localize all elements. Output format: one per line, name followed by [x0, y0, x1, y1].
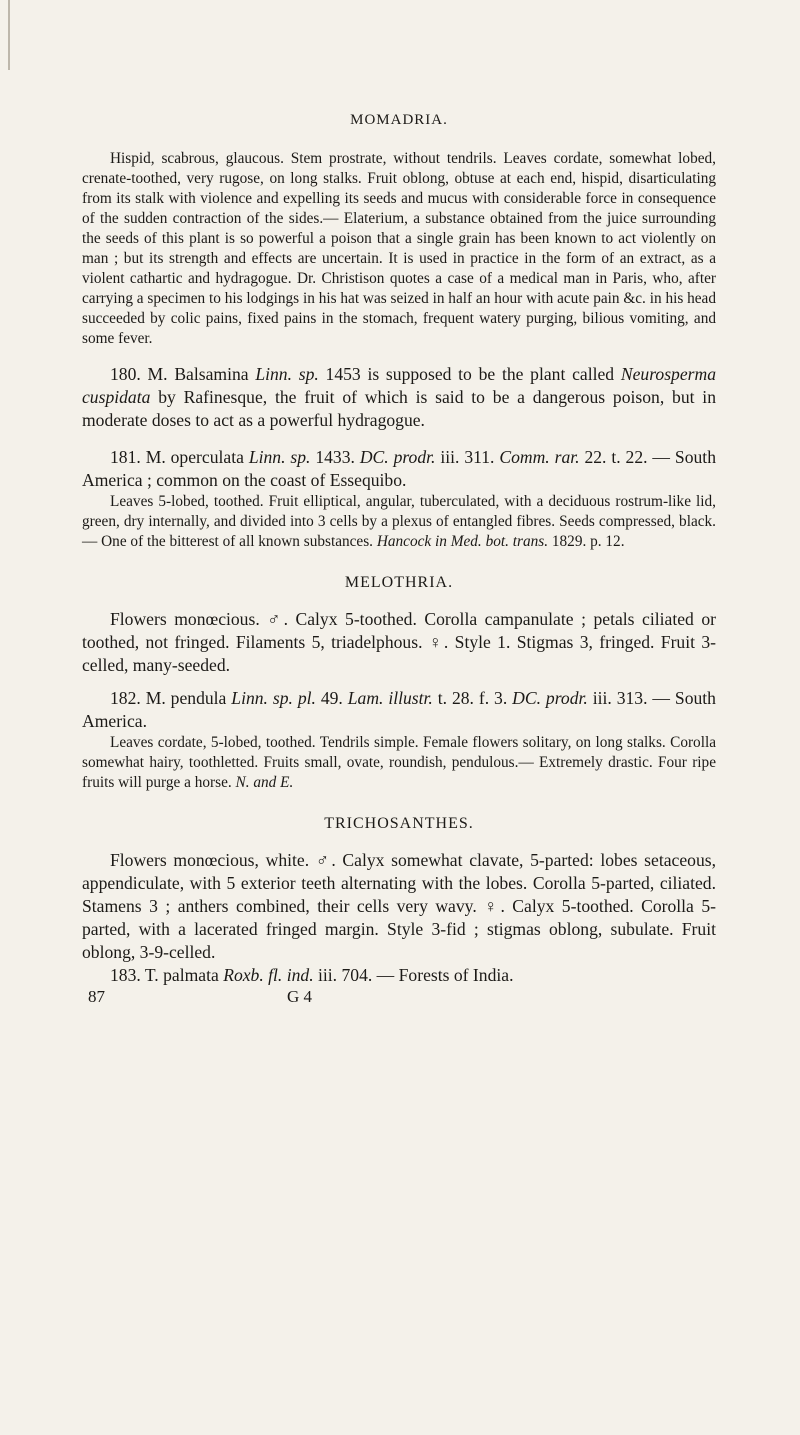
entry-180: 180. M. Balsamina Linn. sp. 1453 is supposed to be the plant called Neurosperma cuspidata by Rafinesque, the fruit of which is said to be a dangerous poison, but in moderate doses to act as a powerful hydragogue.: [82, 364, 716, 430]
book-page: [82, 112, 716, 1007]
entry-183: 183. T. palmata Roxb. fl. ind. iii. 704. — Forests of India.: [110, 965, 514, 985]
momordica-description: Hispid, scabrous, glaucous. Stem prostrate, without tendrils. Leaves cordate, somewhat lobed, crenate-toothed, very rugose, on long stalks. Fruit oblong, obtuse at each end, hispid, disarticulating from its stalk with violence and expelling its seeds and mucus with considerable force in consequence of the sudden contraction of the sides.— Elaterium, a substance obtained from the juice surrounding the seeds of this plant is so powerful a poison that a single grain has been known to act violently on man ; but its strength and effects are uncertain. It is used in practice in the form of an extract, as a violent cathartic and hydragogue. Dr. Christison quotes a case of a medical man in Paris, who, after carrying a specimen to his lodgings in his hat was seized in half an hour with acute pain &c. in his head succeeded by colic pains, fixed pains in the stomach, frequent watery purging, bilious vomiting, and some fever.: [82, 150, 716, 347]
entry-182: 182. M. pendula Linn. sp. pl. 49. Lam. illustr. t. 28. f. 3. DC. prodr. iii. 313. — South America.: [82, 688, 716, 731]
page-footer: [82, 987, 312, 1007]
melothria-heading: MELOTHRIA.: [344, 574, 454, 591]
trichosanthes-genus-description: Flowers monœcious, white. ♂. Calyx somewhat clavate, 5-parted: lobes setaceous, appendiculate, with 5 exterior teeth alternating with the lobes. Corolla 5-parted, ciliated. Stamens 3 ; anthers combined, their cells very wavy. ♀. Calyx 5-toothed. Corolla 5-parted, with a lacerated fringed margin. Style 3-fid ; stigmas oblong, subulate. Fruit oblong, 3-9-celled.: [82, 850, 716, 962]
page-number: 87: [88, 987, 105, 1006]
signature-mark: G 4: [286, 987, 312, 1006]
entry-181: 181. M. operculata Linn. sp. 1433. DC. prodr. iii. 311. Comm. rar. 22. t. 22. — South America ; common on the coast of Essequibo.: [82, 447, 716, 490]
entry-182-description: Leaves cordate, 5-lobed, toothed. Tendrils simple. Female flowers solitary, on long stalks. Corolla somewhat hairy, toothletted. Fruits small, ovate, roundish, pendulous.— Extremely drastic. Four ripe fruits will purge a horse. N. and E.: [82, 734, 716, 791]
running-head: MOMADRIA.: [350, 112, 448, 128]
page-edge-line: [8, 0, 10, 70]
melothria-genus-description: Flowers monœcious. ♂. Calyx 5-toothed. Corolla campanulate ; petals ciliated or toothed, not fringed. Filaments 5, triadelphous. ♀. Style 1. Stigmas 3, fringed. Fruit 3-celled, many-seeded.: [82, 609, 716, 675]
entry-181-description: Leaves 5-lobed, toothed. Fruit elliptical, angular, tuberculated, with a deciduous rostrum-like lid, green, dry internally, and divided into 3 cells by a plexus of entangled fibres. Seeds compressed, black. — One of the bitterest of all known substances. Hancock in Med. bot. trans. 1829. p. 12.: [82, 493, 716, 550]
trichosanthes-heading: TRICHOSANTHES.: [324, 815, 474, 832]
